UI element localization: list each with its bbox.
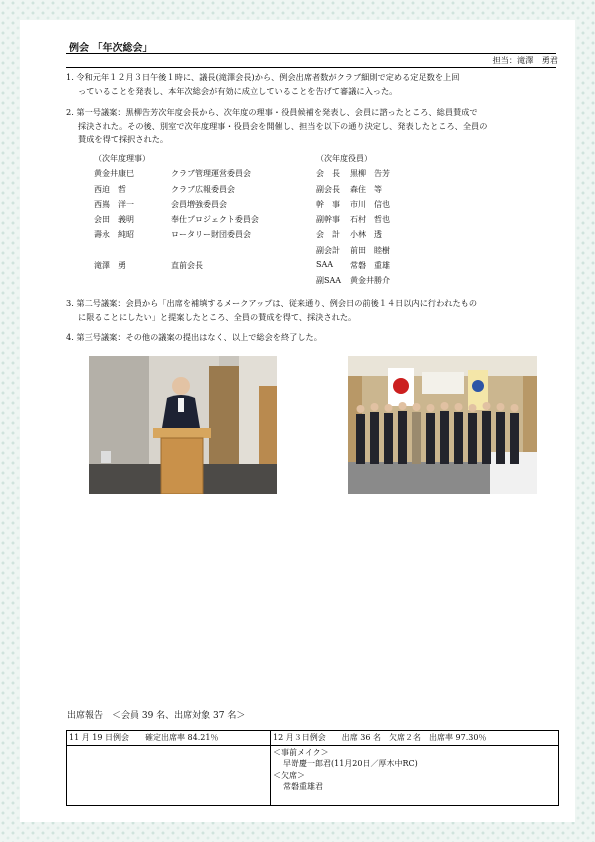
officer-name: 常磐 重雄: [350, 261, 390, 271]
director-role: 奉仕プロジェクト委員会: [171, 215, 259, 225]
director-name: 滝澤 勇: [94, 261, 126, 271]
attendance-title: 出席報告 ＜会員 39 名、出席対象 37 名＞: [67, 711, 246, 721]
officer-role: 副幹事: [316, 215, 340, 225]
item-3: [66, 297, 477, 324]
officers-block: [316, 153, 390, 291]
directors-heading: （次年度理事）: [94, 154, 150, 163]
item-number: 4.: [66, 332, 74, 342]
item-text: 第三号議案：その他の議案の提出はなく、以上で総会を終了した。: [76, 332, 322, 342]
item-2: [66, 106, 487, 147]
item-text: に限ることにしたい」と提案したところ、全員の賛成を得て、採決された。: [78, 311, 357, 322]
item-number: 3.: [66, 298, 74, 308]
director-name: [94, 245, 171, 260]
item-text: 採決された。その後、別室で次年度理事・役員会を開催し、担当を以下の通り決定し、発表したところ、全員の: [78, 120, 488, 131]
makeup-entry: 早嵜慶一郎君(11月20日／厚木中RC): [283, 759, 418, 768]
officer-role: SAA: [316, 260, 334, 270]
officer-name: 小林 透: [350, 230, 382, 240]
director-role: [171, 245, 259, 260]
attendance-left-col: [67, 731, 271, 805]
item-text: 第一号議案：黒柳告芳次年度会長から、次年度の理事・役員候補を発表し、会員に諮ったところ、総員賛成で: [76, 107, 478, 117]
officer-name: 森住 等: [350, 184, 382, 194]
reporter-rule: [66, 67, 556, 68]
item-1: [66, 71, 459, 98]
item-4: [66, 331, 322, 345]
officer-name: 黒柳 告芳: [350, 169, 390, 179]
attendance-table: [66, 730, 559, 806]
makeup-label: ＜事前メイク＞: [273, 747, 329, 757]
officer-name: 前田 睦樹: [350, 245, 390, 255]
item-text: っていることを発表し、本年次総会が有効に成立していることを告げて審議に入った。: [78, 85, 398, 96]
director-role: 直前会長: [171, 261, 203, 271]
document-page: [20, 20, 575, 822]
officer-role: 会 計: [316, 230, 340, 240]
director-role: クラブ広報委員会: [171, 184, 235, 194]
photo-speaker: [89, 356, 277, 494]
director-role: ロータリー財団委員会: [171, 230, 251, 240]
group-photo-image: [348, 356, 537, 494]
section-title: 例会 「年次総会」: [69, 43, 153, 54]
officers-heading: （次年度役員）: [316, 154, 372, 163]
director-name: 会田 義明: [94, 215, 134, 225]
officer-role: 副会長: [316, 184, 340, 194]
reporter: 担当：滝澤 勇君: [492, 55, 558, 65]
item-text: 第二号議案：会員から「出席を補填するメークアップは、従来通り、例会日の前後１４日以内に行われたもの: [76, 298, 478, 308]
title-rule: [66, 53, 556, 54]
officer-role: 副会計: [316, 245, 340, 255]
director-role: 会員増強委員会: [171, 199, 227, 209]
officer-name: 黄金井勝介: [350, 276, 390, 286]
director-name: 西嶌 洋一: [94, 199, 134, 209]
speaker-photo-image: [89, 356, 277, 494]
officer-name: 市川 信也: [350, 199, 390, 209]
absent-entry: 常磐重雄君: [283, 782, 323, 791]
officer-name: 石村 哲也: [350, 215, 390, 225]
item-number: 1.: [66, 72, 74, 82]
director-role: クラブ管理運営委員会: [171, 169, 251, 179]
attendance-right-col: [271, 731, 558, 805]
director-name: 黄金井康巳: [94, 169, 134, 179]
item-number: 2.: [66, 107, 74, 117]
officer-role: 幹 事: [316, 199, 340, 209]
photo-group: [348, 356, 537, 494]
item-text: 令和元年１２月３日午後１時に、議長(滝澤会長)から、例会出席者数がクラブ細則で定める定足数を上回: [76, 72, 460, 82]
director-name: 壽永 純昭: [94, 230, 134, 240]
absent-label: ＜欠席＞: [273, 770, 305, 780]
officer-role: 会 長: [316, 169, 340, 179]
officer-role: 副SAA: [316, 276, 342, 286]
item-text: 賛成を得て採択された。: [78, 134, 169, 144]
attendance-right-header: 12 月３日例会 出席 36 名 欠席２名 出席率 97.30％: [271, 731, 558, 746]
attendance-left-header: 11 月 19 日例会 確定出席率 84.21％: [67, 731, 270, 746]
directors-block: [94, 153, 259, 275]
director-name: 西迫 哲: [94, 184, 126, 194]
